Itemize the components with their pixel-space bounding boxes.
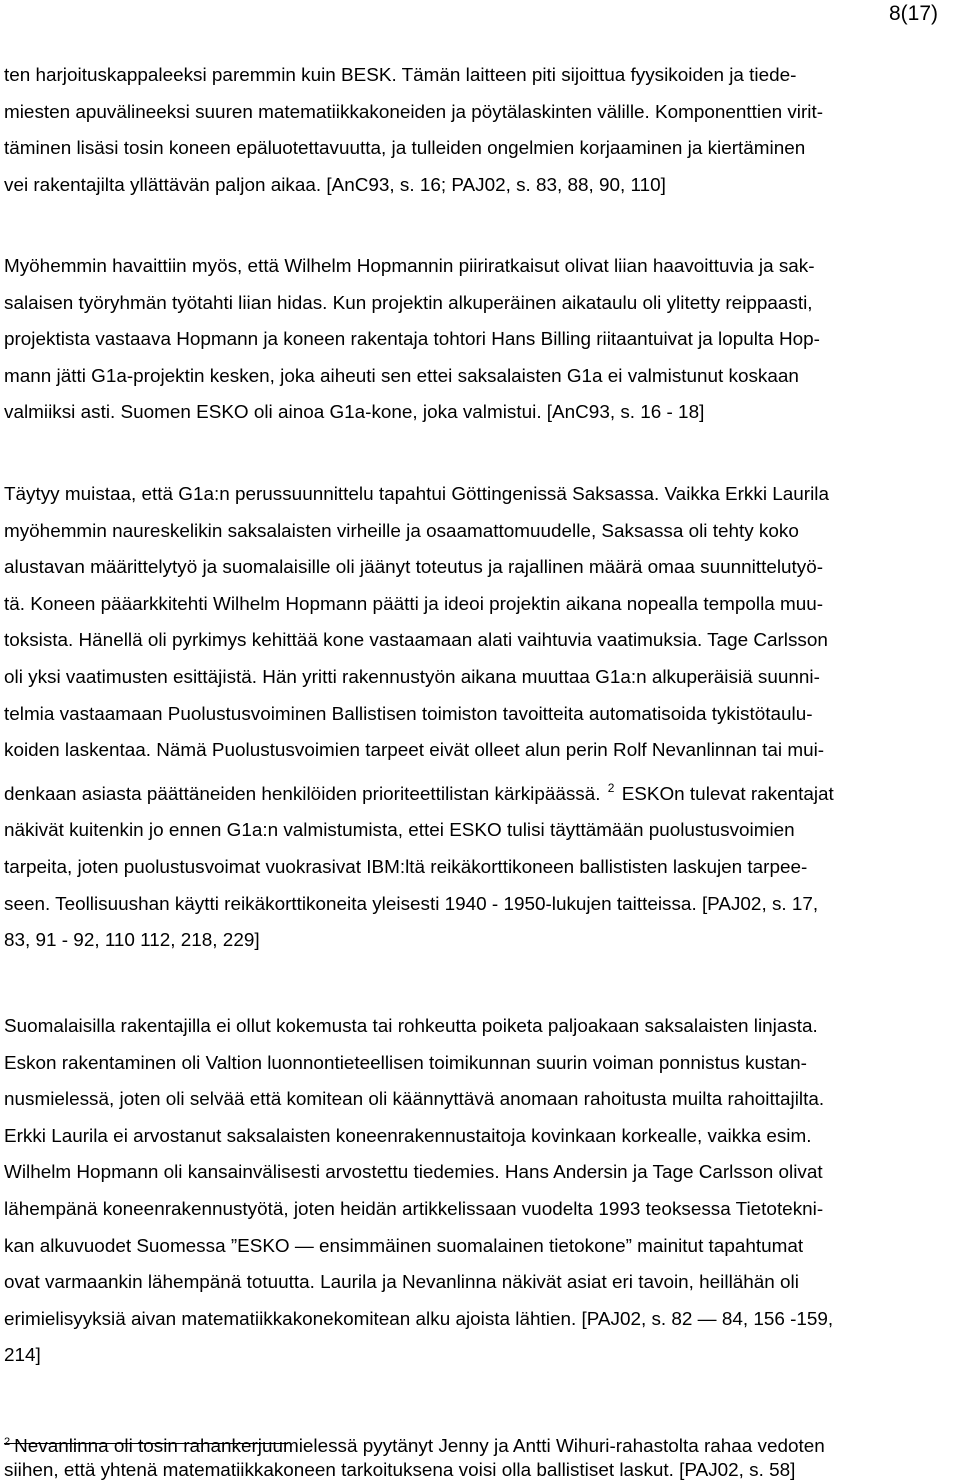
paragraph-1 (4, 58, 957, 204)
text-line: Suomalaisilla rakentajilla ei ollut kokemusta tai rohkeutta poiketa paljoakaan saksalaisten linjasta. (4, 1016, 818, 1037)
text-line: ovat varmaankin lähempänä totuutta. Laurila ja Nevanlinna näkivät asiat eri tavoin, heillähän oli (4, 1272, 799, 1294)
text-line: oli yksi vaatimusten esittäjistä. Hän yritti rakennustyön aikana muuttaa G1a:n alkuperäisiä suunni- (4, 666, 820, 688)
text-line-tail: ESKOn tulevat rakentajat (621, 783, 834, 805)
text-line: kan alkuvuodet Suomessa ”ESKO — ensimmäinen suomalainen tietokone” mainitut tapahtumat (4, 1235, 804, 1257)
footnote-line: siihen, että yhtenä matematiikkakoneen tarkoituksena voisi olla ballistiset laskut. [PAJ02, s. 58] (4, 1460, 796, 1481)
paragraph-4 (4, 1009, 957, 1375)
text-line: 83, 91 - 92, 110 112, 218, 229] (4, 930, 260, 952)
text-line: toksista. Hänellä oli pyrkimys kehittää kone vastaamaan alati vaihtuvia vaatimuksia. Tage Carlsson (4, 630, 828, 652)
text-line: projektista vastaava Hopmann ja koneen rakentaja tohtori Hans Billing riitaantuivat ja lopulta Hop- (4, 329, 820, 351)
text-line: tä. Koneen pääarkkitehti Wilhelm Hopmann päätti ja ideoi projektin aikana nopealla tempolla muu- (4, 593, 824, 615)
footnote-line (4, 1430, 957, 1459)
text-line: telmia vastaamaan Puolustusvoiminen Ballistisen toimiston tavoitteita automatisoida tykistötaulu- (4, 703, 813, 725)
text-line: valmiiksi asti. Suomen ESKO oli ainoa G1a-kone, joka valmistui. [AnC93, s. 16 - 18] (4, 402, 705, 424)
text-line: näkivät kuitenkin jo ennen G1a:n valmistumista, ettei ESKO tulisi täyttämään puolustusvoimien (4, 820, 795, 842)
text-line: Eskon rakentaminen oli Valtion luonnontieteellisen toimikunnan suurin voiman ponnistus kustan- (4, 1052, 807, 1074)
text-line: Erkki Laurila ei arvostanut saksalaisten koneenrakennustaitoja kovinkaan korkealle, vaikka esim. (4, 1125, 812, 1147)
text-line: mann jätti G1a-projektin kesken, joka aiheuti sen ettei saksalaisten G1a ei valmistunut koskaan (4, 365, 799, 387)
text-line-head: denkaan asiasta päättäneiden henkilöiden prioriteettilistan kärkipäässä. (4, 783, 601, 805)
footnote-number: 2 (4, 1436, 11, 1448)
text-line: Täytyy muistaa, että G1a:n perussuunnittelu tapahtui Göttingenissä Saksassa. Vaikka Erkki Laurila (4, 484, 829, 505)
footnote-text: Nevanlinna oli tosin rahankerjuumielessä pyytänyt Jenny ja Antti Wihuri-rahastolta rahaa vedoten (14, 1436, 825, 1457)
text-line: tarpeita, joten puolustusvoimat vuokrasivat IBM:ltä reikäkorttikoneen ballististen laskujen tarpee- (4, 856, 808, 878)
text-line: miesten apuvälineeksi suuren matematiikkakoneiden ja pöytälaskinten välille. Komponenttien virit- (4, 101, 824, 123)
text-line: lähempänä koneenrakennustyötä, joten heidän artikkelissaan vuodelta 1993 teoksessa Tietotekni- (4, 1198, 824, 1220)
footnote-reference[interactable]: 2 (607, 780, 615, 795)
text-line: Myöhemmin havaittiin myös, että Wilhelm Hopmannin piiriratkaisut olivat liian haavoittuvia ja sak- (4, 256, 815, 277)
paragraph-3 (4, 477, 957, 960)
paragraph-2 (4, 249, 957, 432)
text-line: täminen lisäsi tosin koneen epäluotettavuutta, ja tulleiden ongelmien korjaaminen ja kiertäminen (4, 138, 806, 160)
text-line: salaisen työryhmän työtahti liian hidas. Kun projektin alkuperäinen aikataulu oli ylitetty reippaasti, (4, 292, 813, 314)
text-line: ten harjoituskappaleeksi paremmin kuin BESK. Tämän laitteen piti sijoittua fyysikoiden ja tiede- (4, 65, 797, 86)
text-line-with-footnote-ref (4, 770, 957, 814)
text-line: 214] (4, 1345, 41, 1367)
text-line: alustavan määrittelytyö ja suomalaisille oli jäänyt toteutus ja rajallinen määrä omaa suunnittelutyö- (4, 557, 824, 579)
text-line: vei rakentajilta yllättävän paljon aikaa. [AnC93, s. 16; PAJ02, s. 83, 88, 90, 110] (4, 174, 666, 196)
text-line: myöhemmin naureskelikin saksalaisten virheille ja osaamattomuudelle, Saksassa oli tehty koko (4, 520, 799, 542)
text-line: koiden laskentaa. Nämä Puolustusvoimien tarpeet eivät olleet alun perin Rolf Nevanlinnan tai mui- (4, 740, 825, 762)
text-line: Wilhelm Hopmann oli kansainvälisesti arvostettu tiedemies. Hans Andersin ja Tage Carlsson olivat (4, 1162, 823, 1184)
footnote (4, 1430, 957, 1483)
text-line: seen. Teollisuushan käytti reikäkorttikoneita yleisesti 1940 - 1950-lukujen taitteissa. [PAJ02, s. 17, (4, 893, 819, 915)
text-line: nusmielessä, joten oli selvää että komitean oli käännyttävä anomaan rahoitusta muilta rahoittajilta. (4, 1089, 825, 1111)
text-line: erimielisyyksiä aivan matematiikkakonekomitean alku ajoista lähtien. [PAJ02, s. 82 — 84, 156 -159, (4, 1308, 834, 1330)
page-number: 8(17) (888, 2, 938, 25)
